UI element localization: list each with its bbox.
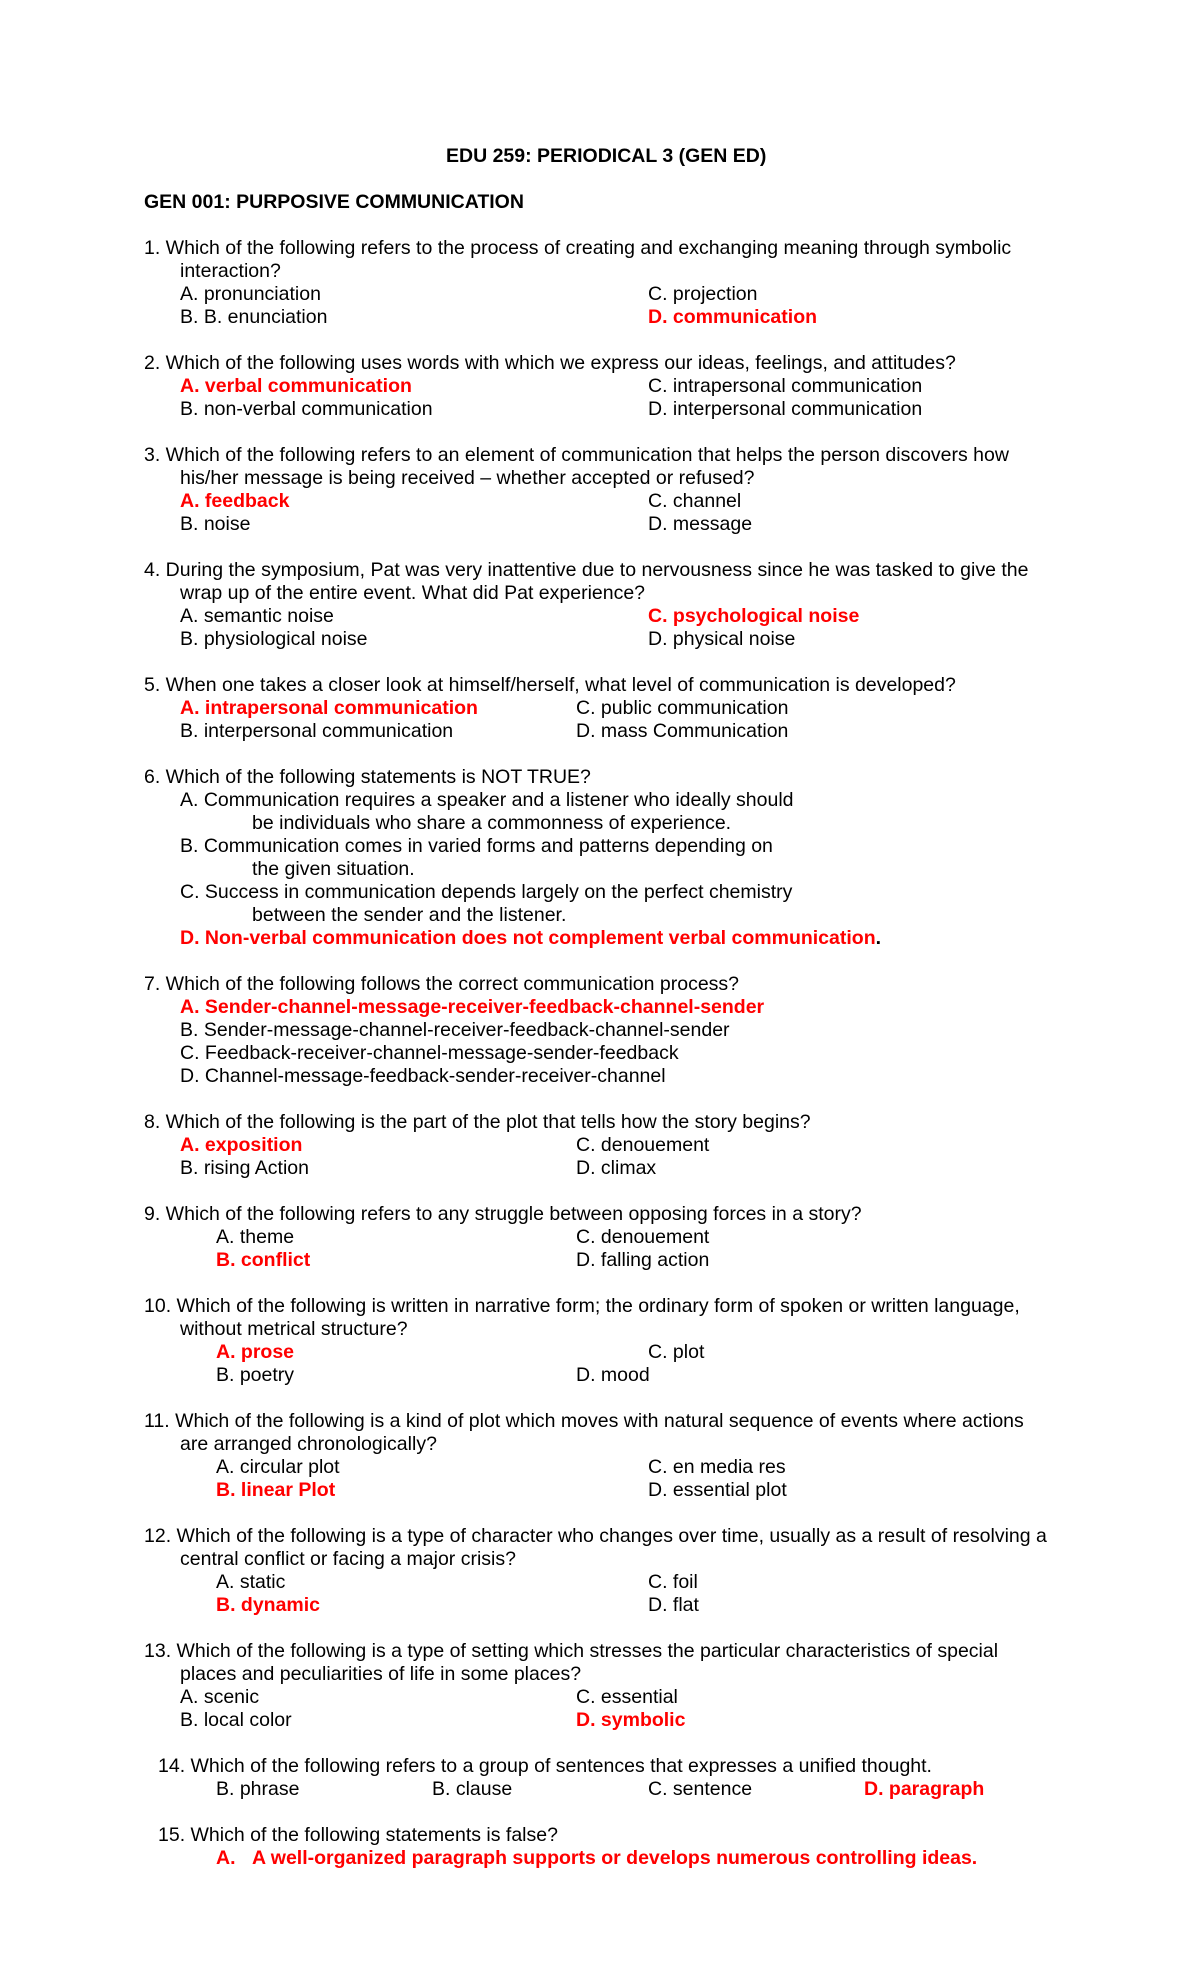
q1-option-c: C. projection (648, 283, 758, 305)
document-title: EDU 259: PERIODICAL 3 (GEN ED) (446, 145, 767, 167)
q11-option-c: C. en media res (648, 1456, 786, 1478)
q14-option-b-clause: B. clause (432, 1778, 513, 1800)
q6-stem: 6. Which of the following statements is NOT TRUE? (144, 766, 591, 788)
q6-option-c: C. Success in communication depends largely on the perfect chemistry (180, 881, 793, 903)
q10-stem: 10. Which of the following is written in narrative form; the ordinary form of spoken or written language, (144, 1295, 1020, 1317)
q12-answer-b: B. dynamic (216, 1594, 321, 1616)
q6-option-b-cont: the given situation. (252, 858, 415, 880)
q13-option-c: C. essential (576, 1686, 678, 1708)
q13-option-a: A. scenic (180, 1686, 260, 1708)
q15-answer-letter: A. (216, 1847, 236, 1869)
q5-option-d: D. mass Communication (576, 720, 789, 742)
q13-stem-cont: places and peculiarities of life in some places? (180, 1663, 582, 1685)
q5-option-b: B. interpersonal communication (180, 720, 454, 742)
q10-answer-a: A. prose (216, 1341, 295, 1363)
q12-stem: 12. Which of the following is a type of character who changes over time, usually as a result of resolving a (144, 1525, 1047, 1547)
q2-option-d: D. interpersonal communication (648, 398, 923, 420)
q6-option-b: B. Communication comes in varied forms and patterns depending on (180, 835, 773, 857)
q12-stem-cont: central conflict or facing a major crisis? (180, 1548, 516, 1570)
q6-answer-period: . (875, 927, 882, 949)
q15-answer-a: A well-organized paragraph supports or develops numerous controlling ideas. (252, 1847, 978, 1869)
q13-option-b: B. local color (180, 1709, 292, 1731)
q8-option-d: D. climax (576, 1157, 657, 1179)
q12-option-a: A. static (216, 1571, 286, 1593)
q7-option-c: C. Feedback-receiver-channel-message-sender-feedback (180, 1042, 679, 1064)
q1-answer-d: D. communication (648, 306, 818, 328)
q13-answer-d: D. symbolic (576, 1709, 686, 1731)
q7-option-b: B. Sender-message-channel-receiver-feedback-channel-sender (180, 1019, 730, 1041)
q10-stem-cont: without metrical structure? (180, 1318, 408, 1340)
q7-option-d: D. Channel-message-feedback-sender-receiver-channel (180, 1065, 666, 1087)
q15-stem: 15. Which of the following statements is false? (158, 1824, 558, 1846)
q3-answer-a: A. feedback (180, 490, 290, 512)
q12-option-d: D. flat (648, 1594, 699, 1616)
q3-stem-cont: his/her message is being received – whether accepted or refused? (180, 467, 755, 489)
q3-stem: 3. Which of the following refers to an element of communication that helps the person discovers how (144, 444, 1009, 466)
q6-option-a-cont: be individuals who share a commonness of experience. (252, 812, 732, 834)
q11-stem-cont: are arranged chronologically? (180, 1433, 437, 1455)
q9-stem: 9. Which of the following refers to any struggle between opposing forces in a story? (144, 1203, 862, 1225)
q14-option-b-phrase: B. phrase (216, 1778, 300, 1800)
q11-answer-b: B. linear Plot (216, 1479, 336, 1501)
q4-stem-cont: wrap up of the entire event. What did Pat experience? (180, 582, 646, 604)
q1-stem: 1. Which of the following refers to the process of creating and exchanging meaning through symbolic (144, 237, 1012, 259)
q11-stem: 11. Which of the following is a kind of plot which moves with natural sequence of events where actions (144, 1410, 1024, 1432)
q4-stem: 4. During the symposium, Pat was very inattentive due to nervousness since he was tasked to give the (144, 559, 1029, 581)
q6-answer-line (180, 927, 881, 950)
q4-option-b: B. physiological noise (180, 628, 368, 650)
q5-answer-a: A. intrapersonal communication (180, 697, 478, 719)
q9-option-d: D. falling action (576, 1249, 710, 1271)
section-title: GEN 001: PURPOSIVE COMMUNICATION (144, 191, 524, 213)
q7-stem: 7. Which of the following follows the correct communication process? (144, 973, 740, 995)
q3-option-c: C. channel (648, 490, 742, 512)
q8-option-b: B. rising Action (180, 1157, 309, 1179)
q9-option-c: C. denouement (576, 1226, 710, 1248)
q8-stem: 8. Which of the following is the part of the plot that tells how the story begins? (144, 1111, 811, 1133)
q1-option-a: A. pronunciation (180, 283, 321, 305)
q4-answer-c: C. psychological noise (648, 605, 860, 627)
q3-option-b: B. noise (180, 513, 251, 535)
q14-answer-d: D. paragraph (864, 1778, 985, 1800)
q11-option-a: A. circular plot (216, 1456, 340, 1478)
q6-answer-d: D. Non-verbal communication does not complement verbal communication (180, 927, 876, 949)
q7-answer-a: A. Sender-channel-message-receiver-feedback-channel-sender (180, 996, 765, 1018)
q9-option-a: A. theme (216, 1226, 295, 1248)
q8-answer-a: A. exposition (180, 1134, 303, 1156)
q14-stem: 14. Which of the following refers to a group of sentences that expresses a unified thought. (158, 1755, 932, 1777)
q14-option-c: C. sentence (648, 1778, 753, 1800)
q1-stem-cont: interaction? (180, 260, 281, 282)
q10-option-c: C. plot (648, 1341, 705, 1363)
q12-option-c: C. foil (648, 1571, 698, 1593)
q2-option-b: B. non-verbal communication (180, 398, 433, 420)
q4-option-a: A. semantic noise (180, 605, 334, 627)
q13-stem: 13. Which of the following is a type of setting which stresses the particular characteristics of special (144, 1640, 999, 1662)
q6-option-a: A. Communication requires a speaker and a listener who ideally should (180, 789, 794, 811)
q8-option-c: C. denouement (576, 1134, 710, 1156)
q5-option-c: C. public communication (576, 697, 789, 719)
q3-option-d: D. message (648, 513, 753, 535)
q1-option-b: B. B. enunciation (180, 306, 328, 328)
q2-answer-a: A. verbal communication (180, 375, 412, 397)
q9-answer-b: B. conflict (216, 1249, 311, 1271)
q11-option-d: D. essential plot (648, 1479, 787, 1501)
q10-option-b: B. poetry (216, 1364, 295, 1386)
q4-option-d: D. physical noise (648, 628, 796, 650)
q2-stem: 2. Which of the following uses words with which we express our ideas, feelings, and attitudes? (144, 352, 956, 374)
q2-option-c: C. intrapersonal communication (648, 375, 923, 397)
q6-option-c-cont: between the sender and the listener. (252, 904, 567, 926)
q10-option-d: D. mood (576, 1364, 650, 1386)
q5-stem: 5. When one takes a closer look at himself/herself, what level of communication is developed? (144, 674, 956, 696)
